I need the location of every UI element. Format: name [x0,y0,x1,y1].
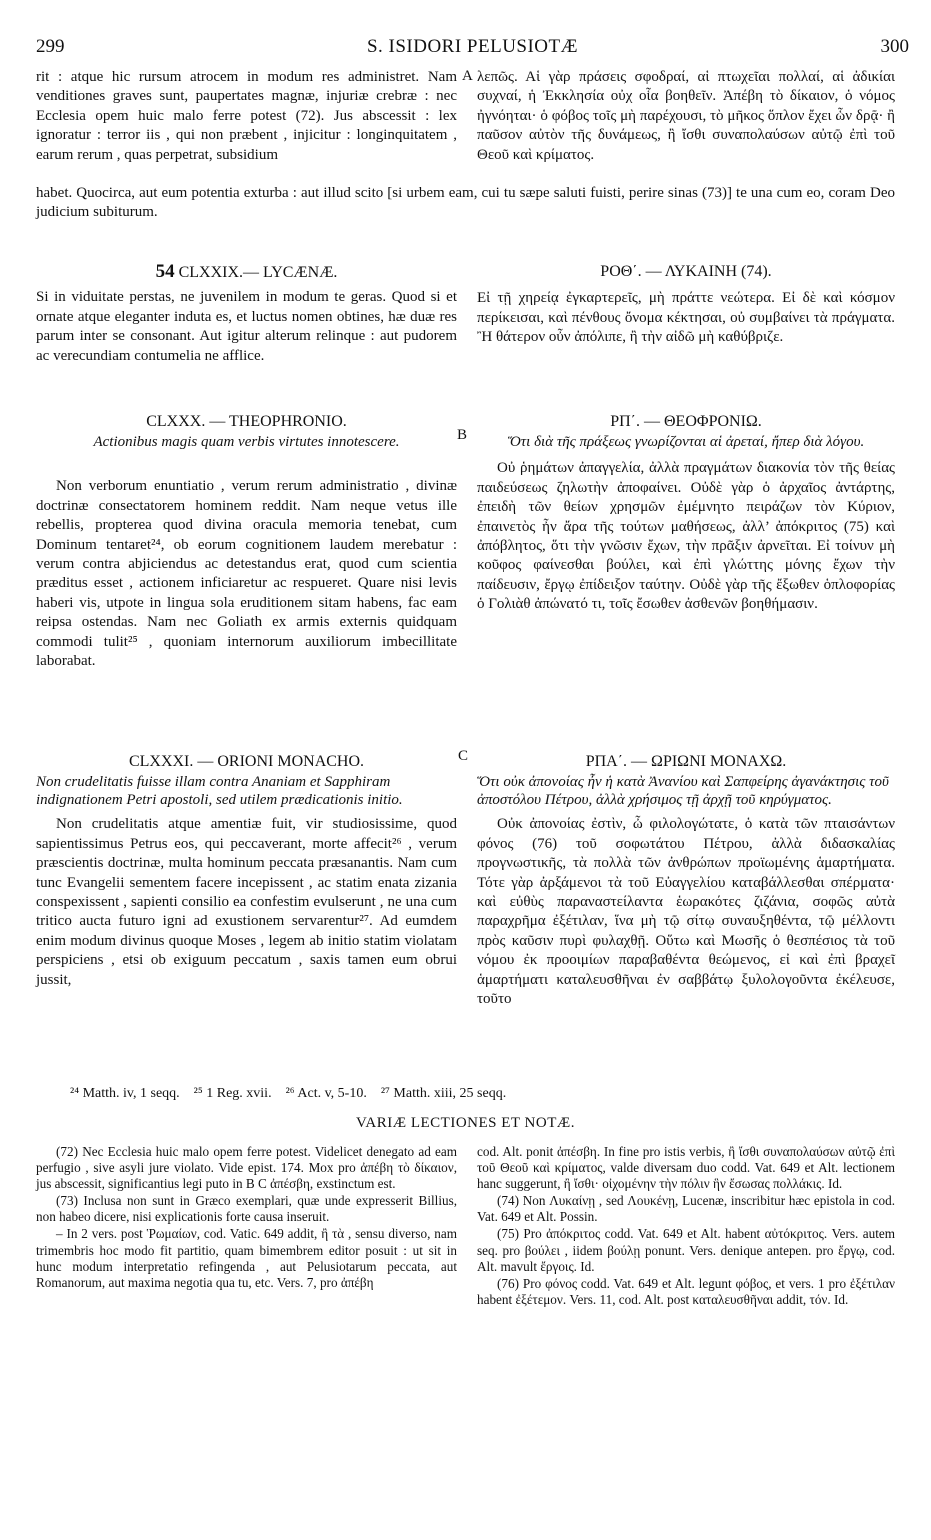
notes-right-column [477,1144,895,1309]
variae-lectiones-title: VARIÆ LECTIONES ET NOTÆ. [356,1115,575,1131]
letter-180-greek-summary: Ὅτι διὰ τῆς πράξεως γνωρίζονται αἱ ἀρεταί, ἤπερ διὰ λόγου. [507,434,865,451]
latin-continuation-text: rit : atque hic rursum atrocem in modum res administret. Nam venditiones graves sunt, paupertates magnæ, injuriæ crebræ : nec Ecclesia opem huic malo ferre potest (72). Jus abscessit : lex ignoratur : terror iis , qui non præbent , injicitur : longinquitatem , earum rerum , quas perpetrat, subsidium [36,69,457,163]
page-number-left: 299 [36,36,65,57]
letter-180-latin-text: Non verborum enuntiatio , verum rerum administratio , divinæ doctrinæ consectatorem hominem reddit. Nam neque vetus ille rebellis, propterea quod divina oracula memoria tenebat, cum Dominum tentaret²⁴, ob eorum cognitionem laudem merebatur : verum contra abjiciendus ac detestandus erat, quod cum scientia præditus esset , actionem inficiaretur ac respueret. Quare nisi levis haberi vis, utpote in lingua sola eruditionem sitam habens, fac eam reipsa ostendas. Nam nec Goliath ex armis externis quidquam commodi tulit²⁵ , quoniam internorum auxiliorum imbecillitate laborabat. [36,478,457,670]
letter-181-greek-text: Οὐκ ἀπονοίας ἐστὶν, ὦ φιλολογώτατε, ὁ κατὰ τῶν πταισάντων φόνος (76) τοῦ σοφωτάτου Πέτρου, ἀλλὰ διδασκαλίας προγνωστικῆς, τὰ πολλὰ τῶν ἀνθρώπων προϊωμένης ἁμαρτήματα. Τότε γὰρ ἀρξάμενοι τὰ τοῦ Εὐαγγελίου καταβάλλεσθαι σπέρματα· καὶ εὐθὺς παραναστείλαντα ἑωρακότες ζιζάνια, σοφῶς αὐτὰ παραχρῆμα ἐξέτιλαν, ἵνα μὴ τῷ σίτῳ συναυξηθέντα, τῷ μέλλοντι πρὸς καῦσιν πυρὶ φυλαχθῇ. Οὕτω καὶ Μωσῆς ὁ θεσπέσιος τὰ τοῦ νόμου ἐκ προοιμίων παραβαθέντα θεώμενος, εἰ καὶ ἐπὶ βραχεῖ ἁμαρτήματι καταλευσθῆναι ἐν σαββάτῳ ξυλολογοῦντα ἐκέλευσε, τοῦτο [477,816,895,1008]
running-title: S. ISIDORI PELUSIOTÆ [366,36,579,57]
note-73-continued: – In 2 vers. post Ῥωμαίων, cod. Vatic. 649 addit, ἢ τὰ , sensu diverso, nam trimembris hoc modo fit partitio, quam bimembrem editor posuit : ut sit in hunc modum interpretatio refingenda , aut Pelusiotarum peccata, aut Romanorum, aut maxima negotia qua tu, etc. Vers. 7, pro ἀπέβη [36,1226,457,1290]
note-76: (76) Pro φόνος codd. Vat. 649 et Alt. legunt φόβος, et vers. 1 pro ἐξέτιλαν habent ἐξέτεμον. Vers. 11, cod. Alt. post καταλευσθῆναι addit, τόν. Id. [477,1275,895,1307]
greek-continuation-text: λεπῶς. Αἱ γὰρ πράσεις σφοδραί, αἱ πτωχεῖαι πολλαί, αἱ ἀδικίαι συχναί, ἡ Ἐκκλησία οὐχ οἷα βοηθεῖν. Ἀπέβη τὸ δίκαιον, ὁ νόμος ἠγνόηται· ὁ φόβος τοῖς μὴ παρέχουσι, τὸ μῆκος ὅπλον ἔχει ὧν δρᾷ· ἢ παῦσον αὐτὸν τῆς δυνάμεως, ἢ ἴσθι συναπολαύσων αὐτῷ ἐπὶ τοῦ Θεοῦ καὶ κρίματος. [477,69,895,163]
margin-mark-a: A [462,68,473,84]
latin-continuation-wide-text: habet. Quocirca, aut eum potentia exturba : aut illud scito [si urbem eam, cui tu sæpe saluti fuisti, perire sinas (73)] te una cum eo, coram Deo judicium subiturum. [36,185,895,221]
letter-181-latin [36,752,457,990]
latin-continuation [36,68,457,165]
greek-continuation [477,68,895,165]
letter-181-latin-summary: Non crudelitatis fuisse illam contra Ananiam et Sapphiram indignationem Petri apostoli, sed utilem prædicationis initio. [36,774,403,809]
letter-179-greek-title: ΡΟΘ΄. — ΛΥΚΑΙΝΗ (74). [600,263,772,280]
letter-181-latin-title: CLXXXI. — ORIONI MONACHO. [128,753,365,770]
letter-179-greek-text: Εἰ τῇ χηρείᾳ ἐγκαρτερεῖς, μὴ πράττε νεώτερα. Εἰ δὲ καὶ κόσμον περίκεισαι, καὶ πένθους ὄνομα κέκτησαι, οὐ συμβαίνει τὰ πράγματα. Ἢ θάτερον οὖν ἀπόλιπε, ἢ τὴν αἰδῶ μὴ καθύβριζε. [477,290,895,346]
letter-180-greek-text: Οὐ ῥημάτων ἀπαγγελία, ἀλλὰ πραγμάτων διακονία τὸν τῆς θείας παιδεύσεως ζηλωτὴν ἀποφαίνει. Οὐδὲ γὰρ ὁ ἀρχαῖος ἀντάρτης, ἐπειδὴ τῶν θείων χρησμῶν ἐμέμνητο πειράζων τὸν Κύριον, ἐπαινετὸς ἦν ἄρα τῆς τούτων μαθήσεως, ἀλλ’ ἀπόκριτος (75) καὶ ἀπόβλητος, ὅτι τὴν γνῶσιν ἔχων, τὴν πρᾶξιν ἀρνεῖται. Εἰ τοίνυν μὴ κοῦφος φαίνεσθαι βούλει, καὶ ἐπὶ γλώττης μόνης ἔχων τὴν παίδευσιν, ἔργῳ ἐπίδειξον ταύτην. Οὐδὲ γὰρ τῆς ἔξωθεν ὁπλοφορίας ὁ Γολιὰθ ἀπώνατό τι, τοῖς ἔσωθεν ἀσθενῶν βοηθήμασιν. [477,460,895,613]
letter-181-latin-text: Non crudelitatis atque amentiæ fuit, vir studiosissime, quod sapientissimus Petrus eos, qui peccaverant, morte affecit²⁶ , verum præscientis doctrinæ, multa hominum peccata præsanantis. Nam cum tunc Evangelii sementem facere incepissent , ac statim enata zizania conspexissent , sapienti consilio ea confestim evulserunt , ne una cum tritico aucta futuro igni ad exustionem servarentur²⁷. Ad eumdem enim modum divinus quoque Moses , legem ab initio statim violatam perspiciens , etsi ob exiguum peccatum , saxis tamen eum obrui jussit, [36,816,457,988]
letter-181-greek [477,752,895,1009]
note-72: (72) Nec Ecclesia huic malo opem ferre potest. Videlicet denegato ad eam perfugio , sive asyli jure violato. Vide epist. 174. Mox pro ἀπέβη τὸ δίκαιον, jus abscessit, significantius legi puto in B C ἀπέσβη, exstinctum est. [36,1144,457,1192]
letter-179-latin [36,262,457,366]
margin-mark-c: C [458,748,469,764]
note-73: (73) Inclusa non sunt in Græco exemplari, quæ unde expresserit Billius, non habeo dicere, nisi explicationis forte causa inseruit. [36,1193,457,1225]
letter-180-latin-title: CLXXX. — THEOPHRONIO. [146,413,347,430]
letter-180-latin [36,412,457,671]
note-75: (75) Pro ἀπόκριτος codd. Vat. 649 et Alt. habent αὐτόκριτος. Vers. autem seq. pro βούλει , iidem βούλῃ ponunt. Vers. denique antepen. pro ἔργῳ, cod. Alt. mavult ἔργοις. Id. [477,1226,895,1274]
footnotes: ²⁴ Matth. iv, 1 seqq. ²⁵ 1 Reg. xvii. ²⁶ Act. v, 5-10. ²⁷ Matth. xiii, 25 seqq. [70,1086,507,1101]
letter-180-greek-title: ΡΠ΄. — ΘΕΟΦΡΟΝΙΩ. [610,413,762,430]
letter-181-greek-title: ΡΠΑ΄. — ΩΡΙΩΝΙ ΜΟΝΑΧΩ. [585,753,787,770]
section-number: 54 [155,261,175,282]
letter-180-greek [477,412,895,615]
running-header [36,36,909,62]
letter-179-latin-text: Si in viduitate perstas, ne juvenilem in modum te geras. Quod si et ornate atque eleganter induta es, et luctus nomen obtines, hæ duæ res parum inter se consonant. Aut igitur alterum relinque : aut pudorem ac verecundiam contumelia ne afflice. [36,289,457,364]
letter-179-greek [477,262,895,348]
letter-179-latin-title-text: CLXXIX.— LYCÆNÆ. [178,264,338,281]
page-number-right: 300 [880,36,909,57]
notes-left-column [36,1144,457,1292]
letter-181-greek-summary: Ὅτι οὐκ ἀπονοίας ἦν ἡ κατὰ Ἀνανίου καὶ Σαπφείρης ἀγανάκτησις τοῦ ἀποστόλου Πέτρου, ἀλλὰ χρήσιμος τῇ ἀρχῇ τοῦ κηρύγματος. [477,774,889,809]
note-72-continued: cod. Alt. ponit ἀπέσβη. In fine pro istis verbis, ἢ ἴσθι συναπολαύσων αὐτῷ ἐπὶ τοῦ Θεοῦ καὶ κρίματος, valde diversam duo codd. Vat. 649 et Alt. lectionem hanc suggerunt, ἢ ἴσθι· οἰχομένην τὴν πόλιν ἣν ἔσωσας πολλάκις. Id. [477,1144,895,1192]
margin-mark-b: B [457,427,468,443]
letter-179-latin-title [36,262,457,282]
latin-continuation-wide [36,184,895,223]
note-74: (74) Non Λυκαίνῃ , sed Λουκένῃ, Lucenæ, inscribitur hæc epistola in cod. Vat. 649 et Alt. Possin. [477,1193,895,1225]
letter-180-latin-summary: Actionibus magis quam verbis virtutes innotescere. [93,434,400,451]
